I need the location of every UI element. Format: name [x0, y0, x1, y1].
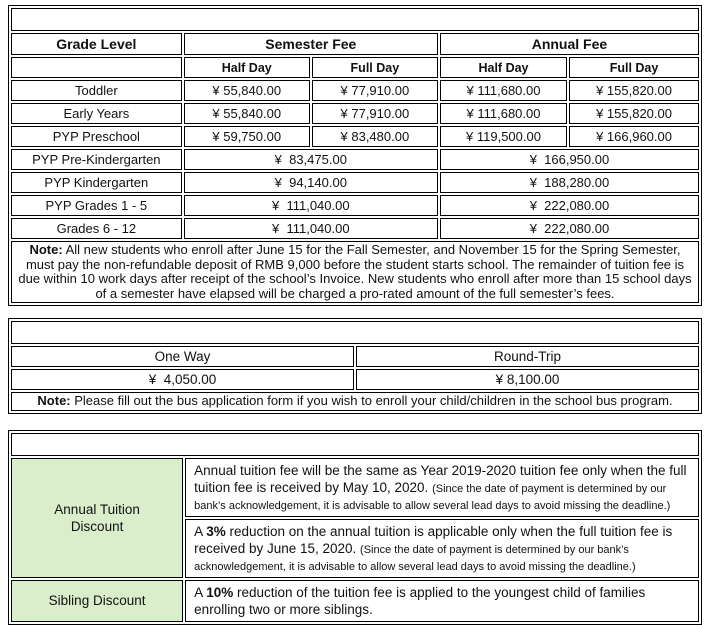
semester-half-fee-cell: ¥ 55,840.00	[184, 80, 310, 101]
annual-full-fee-cell: ¥ 166,960.00	[569, 126, 699, 147]
semester-fee-cell: ¥ 111,040.00	[184, 218, 438, 239]
rule-fine-print: (Since the date of payment is determined by our bank’s acknowledgement, it is advisable to allow several lead days to avoid missing the deadline.)	[194, 482, 671, 512]
discount-percent: 3%	[206, 523, 226, 539]
note-text: Please fill out the bus application form if you wish to enroll your child/children in the school bus program.	[70, 393, 673, 408]
table-row	[11, 580, 699, 622]
table-row	[11, 149, 699, 170]
tuition-table	[8, 5, 702, 306]
semester-full-fee-cell: ¥ 77,910.00	[312, 103, 438, 124]
table-row	[11, 458, 699, 517]
col-header-semester-full-day: Full Day	[312, 57, 438, 78]
annual-discount-rule-2	[185, 519, 699, 578]
col-header-semester-fee: Semester Fee	[184, 33, 438, 55]
table-row	[11, 103, 699, 124]
annual-fee-cell: ¥ 166,950.00	[440, 149, 699, 170]
annual-half-fee-cell: ¥ 111,680.00	[440, 103, 567, 124]
annual-full-fee-cell: ¥ 155,820.00	[569, 103, 699, 124]
note-text: All new students who enroll after June 15 for the Fall Semester, and November 15 for the Spring Semester, must pay the non-refundable deposit of RMB 9,000 before the student starts school. The remainder of tuition fee is due within 10 work days after receipt of the school’s Invoice. New students who enroll after more than 15 school days of a semester have elapsed will be charged a pro-rated amount of the full semester’s fees.	[18, 242, 692, 301]
rule-text: reduction of the tuition fee is applied to the youngest child of families enrolling two or more siblings.	[194, 584, 646, 617]
semester-full-fee-cell: ¥ 77,910.00	[312, 80, 438, 101]
rule-text: reduction on the annual tuition is applicable only when the full tuition fee is received by June 15, 2020.	[194, 523, 673, 556]
annual-fee-cell: ¥ 222,080.00	[440, 218, 699, 239]
grade-level-cell: Early Years	[11, 103, 182, 124]
round-trip-fee-cell: ¥ 8,100.00	[356, 369, 699, 390]
annual-fee-cell: ¥ 222,080.00	[440, 195, 699, 216]
discounts-table	[8, 430, 702, 625]
sibling-discount-label: Sibling Discount	[11, 580, 183, 622]
rule-fine-print: (Since the date of payment is determined by our bank’s acknowledgement, it is advisable to allow several lead days to avoid missing the deadline.)	[194, 543, 636, 573]
empty-corner-cell	[11, 57, 182, 78]
grade-level-cell: PYP Kindergarten	[11, 172, 182, 193]
semester-fee-cell: ¥ 111,040.00	[184, 195, 438, 216]
fee-schedule-document	[0, 5, 709, 617]
table-row	[11, 218, 699, 239]
bus-fee-title: Semester School Bus Fee (Optional)	[11, 321, 699, 344]
annual-full-fee-cell: ¥ 155,820.00	[569, 80, 699, 101]
tuition-note	[11, 241, 699, 303]
bus-fee-table	[8, 318, 702, 414]
annual-half-fee-cell: ¥ 119,500.00	[440, 126, 567, 147]
col-header-annual-full-day: Full Day	[569, 57, 699, 78]
grade-level-cell: Toddler	[11, 80, 182, 101]
col-header-grade-level: Grade Level	[11, 33, 182, 55]
grade-level-cell: Grades 6 - 12	[11, 218, 182, 239]
note-label: Note:	[29, 242, 63, 257]
rule-text: A	[194, 584, 207, 600]
col-header-annual-fee: Annual Fee	[440, 33, 699, 55]
semester-full-fee-cell: ¥ 83,480.00	[312, 126, 438, 147]
annual-discount-rule-1	[185, 458, 699, 517]
table-row	[11, 172, 699, 193]
col-header-one-way: One Way	[11, 346, 354, 367]
table-row	[11, 80, 699, 101]
bus-note	[11, 392, 699, 411]
rule-text: A	[194, 523, 207, 539]
tuition-title: Tuition	[11, 8, 699, 31]
col-header-round-trip: Round-Trip	[356, 346, 699, 367]
semester-fee-cell: ¥ 94,140.00	[184, 172, 438, 193]
table-row	[11, 369, 699, 390]
semester-half-fee-cell: ¥ 59,750.00	[184, 126, 310, 147]
col-header-semester-half-day: Half Day	[184, 57, 310, 78]
rule-text: Annual tuition fee will be the same as Year 2019-2020 tuition fee only when the full tuition fee is received by May 10, 2020.	[194, 462, 687, 495]
grade-level-cell: PYP Preschool	[11, 126, 182, 147]
discount-percent: 10%	[206, 584, 234, 600]
annual-tuition-discount-label: Annual Tuition Discount	[11, 458, 183, 578]
annual-fee-cell: ¥ 188,280.00	[440, 172, 699, 193]
semester-half-fee-cell: ¥ 55,840.00	[184, 103, 310, 124]
table-row	[11, 195, 699, 216]
discounts-title: Discounts	[11, 433, 699, 456]
annual-half-fee-cell: ¥ 111,680.00	[440, 80, 567, 101]
grade-level-cell: PYP Pre-Kindergarten	[11, 149, 182, 170]
sibling-discount-rule	[185, 580, 699, 622]
one-way-fee-cell: ¥ 4,050.00	[11, 369, 354, 390]
grade-level-cell: PYP Grades 1 - 5	[11, 195, 182, 216]
semester-fee-cell: ¥ 83,475.00	[184, 149, 438, 170]
table-row	[11, 126, 699, 147]
note-label: Note:	[37, 393, 71, 408]
col-header-annual-half-day: Half Day	[440, 57, 567, 78]
